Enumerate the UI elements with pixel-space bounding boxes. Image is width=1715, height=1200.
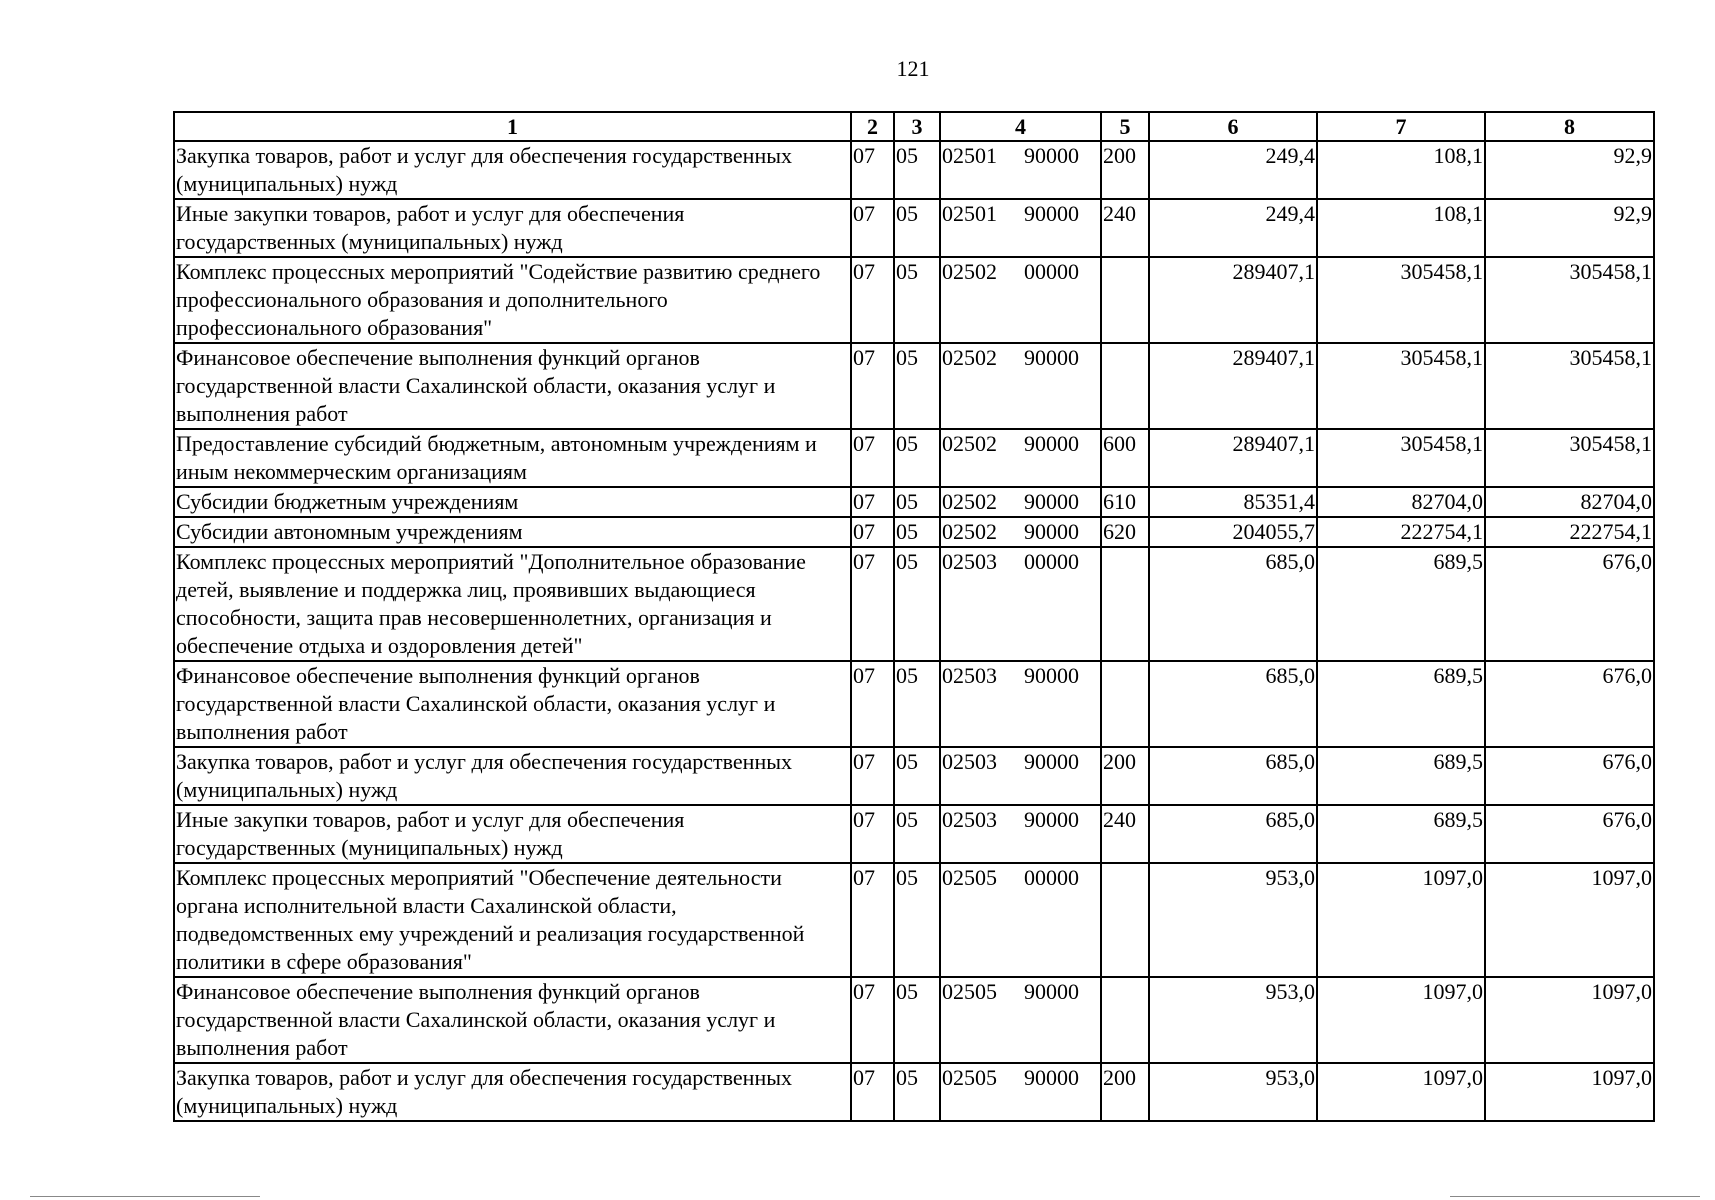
target-code-part-2: 90000 bbox=[1024, 519, 1079, 544]
table-row bbox=[174, 747, 1654, 805]
table-row bbox=[174, 547, 1654, 661]
header-col-8: 8 bbox=[1485, 112, 1654, 141]
target-code-part-1: 02503 bbox=[942, 663, 997, 688]
target-code-part-1: 02505 bbox=[942, 865, 997, 890]
row-expense-type-cell: 600 bbox=[1101, 429, 1149, 487]
header-col-2: 2 bbox=[851, 112, 894, 141]
target-code-part-2: 00000 bbox=[1024, 865, 1079, 890]
row-value-col-6: 685,0 bbox=[1149, 805, 1317, 863]
row-value-col-7: 689,5 bbox=[1317, 747, 1485, 805]
target-code-part-1: 02503 bbox=[942, 807, 997, 832]
row-target-code-cell bbox=[940, 517, 1101, 547]
row-subsection-cell: 05 bbox=[894, 1063, 940, 1121]
page-number: 121 bbox=[896, 56, 930, 81]
target-code-part-2: 90000 bbox=[1024, 1065, 1079, 1090]
row-section-cell: 07 bbox=[851, 487, 894, 517]
row-expense-type-cell bbox=[1101, 257, 1149, 343]
row-value-col-8: 676,0 bbox=[1485, 805, 1654, 863]
target-code-part-1: 02502 bbox=[942, 259, 997, 284]
row-expense-type-cell bbox=[1101, 661, 1149, 747]
row-name-cell: Предоставление субсидий бюджетным, автономным учреждениям и иным некоммерческим организациям bbox=[174, 429, 851, 487]
row-value-col-7: 222754,1 bbox=[1317, 517, 1485, 547]
row-name-cell: Финансовое обеспечение выполнения функций органов государственной власти Сахалинской области, оказания услуг и выполнения работ bbox=[174, 343, 851, 429]
row-subsection-cell: 05 bbox=[894, 747, 940, 805]
row-expense-type-cell: 200 bbox=[1101, 141, 1149, 199]
budget-table bbox=[173, 111, 1655, 1122]
row-value-col-8: 92,9 bbox=[1485, 141, 1654, 199]
row-expense-type-cell: 240 bbox=[1101, 199, 1149, 257]
row-value-col-6: 953,0 bbox=[1149, 1063, 1317, 1121]
row-value-col-7: 305458,1 bbox=[1317, 343, 1485, 429]
row-value-col-7: 689,5 bbox=[1317, 547, 1485, 661]
row-expense-type-cell: 200 bbox=[1101, 747, 1149, 805]
row-name-cell: Субсидии бюджетным учреждениям bbox=[174, 487, 851, 517]
row-subsection-cell: 05 bbox=[894, 257, 940, 343]
row-target-code-cell bbox=[940, 343, 1101, 429]
target-code-part-1: 02503 bbox=[942, 549, 997, 574]
row-value-col-7: 305458,1 bbox=[1317, 429, 1485, 487]
row-target-code-cell bbox=[940, 977, 1101, 1063]
row-value-col-7: 1097,0 bbox=[1317, 977, 1485, 1063]
row-subsection-cell: 05 bbox=[894, 429, 940, 487]
target-code-part-1: 02505 bbox=[942, 979, 997, 1004]
table-row bbox=[174, 487, 1654, 517]
row-target-code-cell bbox=[940, 661, 1101, 747]
header-col-5: 5 bbox=[1101, 112, 1149, 141]
row-value-col-8: 1097,0 bbox=[1485, 1063, 1654, 1121]
row-value-col-7: 305458,1 bbox=[1317, 257, 1485, 343]
target-code-part-1: 02502 bbox=[942, 431, 997, 456]
row-section-cell: 07 bbox=[851, 1063, 894, 1121]
row-expense-type-cell: 240 bbox=[1101, 805, 1149, 863]
row-value-col-7: 1097,0 bbox=[1317, 1063, 1485, 1121]
row-subsection-cell: 05 bbox=[894, 343, 940, 429]
header-col-3: 3 bbox=[894, 112, 940, 141]
row-name-cell: Субсидии автономным учреждениям bbox=[174, 517, 851, 547]
table-row bbox=[174, 661, 1654, 747]
row-section-cell: 07 bbox=[851, 863, 894, 977]
row-value-col-7: 689,5 bbox=[1317, 805, 1485, 863]
row-value-col-7: 108,1 bbox=[1317, 199, 1485, 257]
table-row bbox=[174, 805, 1654, 863]
target-code-part-2: 90000 bbox=[1024, 345, 1079, 370]
table-row bbox=[174, 141, 1654, 199]
target-code-part-2: 90000 bbox=[1024, 807, 1079, 832]
row-name-cell: Закупка товаров, работ и услуг для обеспечения государственных (муниципальных) нужд bbox=[174, 141, 851, 199]
row-name-cell: Комплекс процессных мероприятий "Дополнительное образование детей, выявление и поддержка лиц, проявивших выдающиеся способности, защита прав несовершеннолетних, организация и обеспечение отдыха и оздоровления детей" bbox=[174, 547, 851, 661]
row-expense-type-cell: 200 bbox=[1101, 1063, 1149, 1121]
header-col-4: 4 bbox=[940, 112, 1101, 141]
target-code-part-1: 02501 bbox=[942, 143, 997, 168]
row-value-col-8: 305458,1 bbox=[1485, 429, 1654, 487]
header-row bbox=[174, 112, 1654, 141]
row-value-col-8: 676,0 bbox=[1485, 661, 1654, 747]
row-value-col-6: 85351,4 bbox=[1149, 487, 1317, 517]
row-value-col-6: 289407,1 bbox=[1149, 343, 1317, 429]
row-value-col-7: 82704,0 bbox=[1317, 487, 1485, 517]
row-value-col-8: 676,0 bbox=[1485, 747, 1654, 805]
row-name-cell: Комплекс процессных мероприятий "Содействие развитию среднего профессионального образования и дополнительного профессионального образования" bbox=[174, 257, 851, 343]
row-value-col-8: 222754,1 bbox=[1485, 517, 1654, 547]
table-row bbox=[174, 343, 1654, 429]
row-subsection-cell: 05 bbox=[894, 977, 940, 1063]
row-subsection-cell: 05 bbox=[894, 547, 940, 661]
target-code-part-2: 00000 bbox=[1024, 549, 1079, 574]
row-value-col-6: 953,0 bbox=[1149, 977, 1317, 1063]
row-value-col-6: 289407,1 bbox=[1149, 429, 1317, 487]
row-target-code-cell bbox=[940, 1063, 1101, 1121]
table-row bbox=[174, 429, 1654, 487]
target-code-part-1: 02502 bbox=[942, 345, 997, 370]
row-section-cell: 07 bbox=[851, 747, 894, 805]
target-code-part-2: 90000 bbox=[1024, 143, 1079, 168]
row-value-col-8: 305458,1 bbox=[1485, 257, 1654, 343]
row-name-cell: Комплекс процессных мероприятий "Обеспечение деятельности органа исполнительной власти Сахалинской области, подведомственных ему учреждений и реализация государственной политики в сфере образования" bbox=[174, 863, 851, 977]
row-value-col-7: 108,1 bbox=[1317, 141, 1485, 199]
row-value-col-6: 249,4 bbox=[1149, 199, 1317, 257]
table-row bbox=[174, 517, 1654, 547]
row-value-col-7: 1097,0 bbox=[1317, 863, 1485, 977]
row-subsection-cell: 05 bbox=[894, 805, 940, 863]
row-section-cell: 07 bbox=[851, 547, 894, 661]
row-value-col-8: 676,0 bbox=[1485, 547, 1654, 661]
row-value-col-7: 689,5 bbox=[1317, 661, 1485, 747]
table-row bbox=[174, 257, 1654, 343]
row-expense-type-cell bbox=[1101, 863, 1149, 977]
row-subsection-cell: 05 bbox=[894, 661, 940, 747]
row-section-cell: 07 bbox=[851, 977, 894, 1063]
table-row bbox=[174, 863, 1654, 977]
row-section-cell: 07 bbox=[851, 141, 894, 199]
target-code-part-1: 02502 bbox=[942, 519, 997, 544]
target-code-part-2: 90000 bbox=[1024, 979, 1079, 1004]
row-expense-type-cell: 610 bbox=[1101, 487, 1149, 517]
header-col-7: 7 bbox=[1317, 112, 1485, 141]
row-expense-type-cell bbox=[1101, 977, 1149, 1063]
row-target-code-cell bbox=[940, 805, 1101, 863]
row-target-code-cell bbox=[940, 547, 1101, 661]
row-value-col-8: 82704,0 bbox=[1485, 487, 1654, 517]
target-code-part-2: 90000 bbox=[1024, 201, 1079, 226]
row-section-cell: 07 bbox=[851, 343, 894, 429]
row-value-col-6: 204055,7 bbox=[1149, 517, 1317, 547]
row-target-code-cell bbox=[940, 199, 1101, 257]
target-code-part-1: 02501 bbox=[942, 201, 997, 226]
row-name-cell: Закупка товаров, работ и услуг для обеспечения государственных (муниципальных) нужд bbox=[174, 747, 851, 805]
row-value-col-6: 249,4 bbox=[1149, 141, 1317, 199]
row-section-cell: 07 bbox=[851, 257, 894, 343]
target-code-part-1: 02503 bbox=[942, 749, 997, 774]
target-code-part-2: 00000 bbox=[1024, 259, 1079, 284]
row-value-col-6: 685,0 bbox=[1149, 547, 1317, 661]
row-subsection-cell: 05 bbox=[894, 517, 940, 547]
row-expense-type-cell bbox=[1101, 547, 1149, 661]
row-target-code-cell bbox=[940, 863, 1101, 977]
row-value-col-6: 685,0 bbox=[1149, 661, 1317, 747]
header-col-6: 6 bbox=[1149, 112, 1317, 141]
row-target-code-cell bbox=[940, 257, 1101, 343]
row-value-col-6: 289407,1 bbox=[1149, 257, 1317, 343]
row-name-cell: Закупка товаров, работ и услуг для обеспечения государственных (муниципальных) нужд bbox=[174, 1063, 851, 1121]
table-row bbox=[174, 1063, 1654, 1121]
target-code-part-2: 90000 bbox=[1024, 663, 1079, 688]
row-value-col-8: 305458,1 bbox=[1485, 343, 1654, 429]
table-body bbox=[174, 141, 1654, 1121]
row-value-col-8: 1097,0 bbox=[1485, 977, 1654, 1063]
target-code-part-2: 90000 bbox=[1024, 489, 1079, 514]
row-subsection-cell: 05 bbox=[894, 487, 940, 517]
row-section-cell: 07 bbox=[851, 661, 894, 747]
scan-artifact-line bbox=[30, 1196, 260, 1197]
row-value-col-8: 1097,0 bbox=[1485, 863, 1654, 977]
row-section-cell: 07 bbox=[851, 517, 894, 547]
row-subsection-cell: 05 bbox=[894, 199, 940, 257]
row-name-cell: Финансовое обеспечение выполнения функций органов государственной власти Сахалинской области, оказания услуг и выполнения работ bbox=[174, 661, 851, 747]
row-value-col-6: 685,0 bbox=[1149, 747, 1317, 805]
row-value-col-6: 953,0 bbox=[1149, 863, 1317, 977]
scan-artifact-line bbox=[1450, 1196, 1700, 1197]
row-section-cell: 07 bbox=[851, 429, 894, 487]
row-value-col-8: 92,9 bbox=[1485, 199, 1654, 257]
target-code-part-1: 02505 bbox=[942, 1065, 997, 1090]
row-subsection-cell: 05 bbox=[894, 141, 940, 199]
row-expense-type-cell bbox=[1101, 343, 1149, 429]
table-row bbox=[174, 199, 1654, 257]
target-code-part-2: 90000 bbox=[1024, 431, 1079, 456]
row-name-cell: Финансовое обеспечение выполнения функций органов государственной власти Сахалинской области, оказания услуг и выполнения работ bbox=[174, 977, 851, 1063]
row-name-cell: Иные закупки товаров, работ и услуг для обеспечения государственных (муниципальных) нужд bbox=[174, 805, 851, 863]
row-target-code-cell bbox=[940, 429, 1101, 487]
table-row bbox=[174, 977, 1654, 1063]
row-target-code-cell bbox=[940, 747, 1101, 805]
row-section-cell: 07 bbox=[851, 805, 894, 863]
target-code-part-2: 90000 bbox=[1024, 749, 1079, 774]
row-name-cell: Иные закупки товаров, работ и услуг для обеспечения государственных (муниципальных) нужд bbox=[174, 199, 851, 257]
row-target-code-cell bbox=[940, 141, 1101, 199]
target-code-part-1: 02502 bbox=[942, 489, 997, 514]
row-subsection-cell: 05 bbox=[894, 863, 940, 977]
header-col-1: 1 bbox=[174, 112, 851, 141]
row-expense-type-cell: 620 bbox=[1101, 517, 1149, 547]
row-target-code-cell bbox=[940, 487, 1101, 517]
row-section-cell: 07 bbox=[851, 199, 894, 257]
